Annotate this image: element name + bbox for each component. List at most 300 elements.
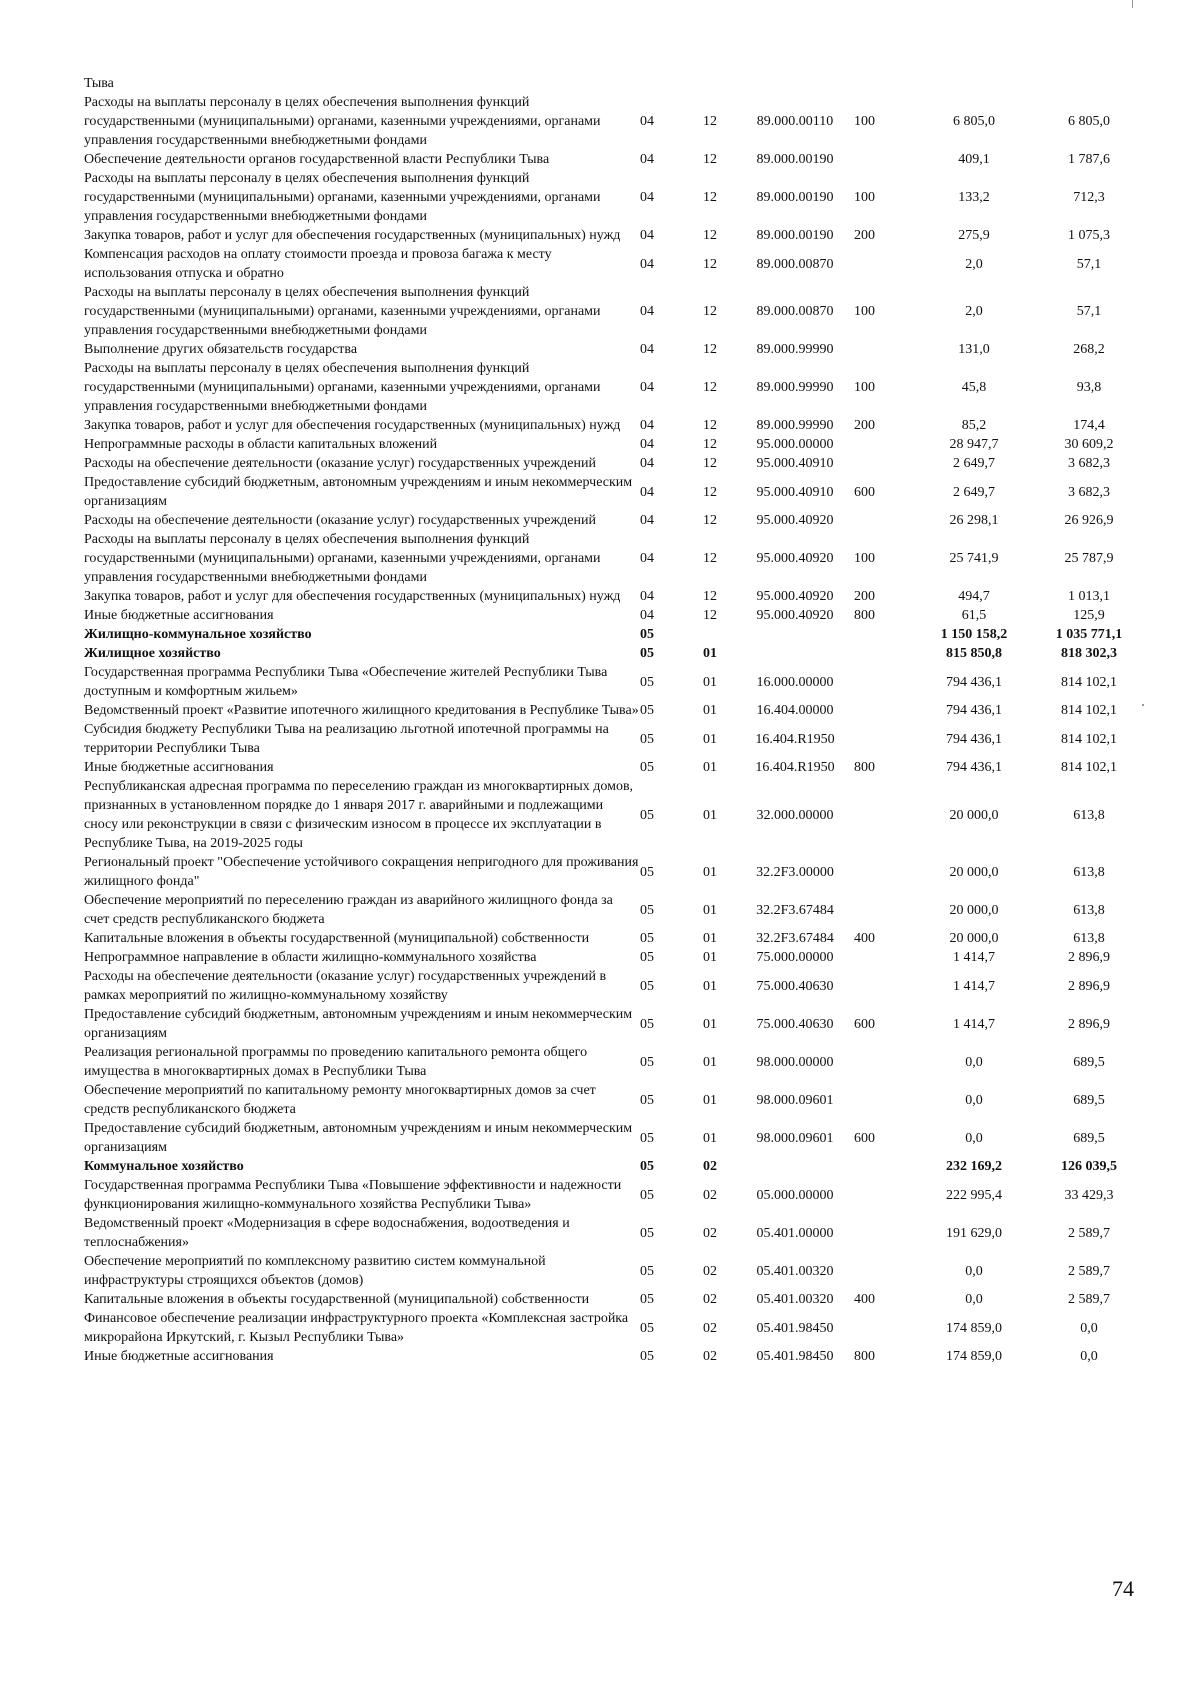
- row-expense-type: [854, 720, 920, 758]
- row-subsection: 12: [703, 256, 717, 272]
- row-name: Закупка товаров, работ и услуг для обеспечения государственных (муниципальных) нужд: [84, 418, 621, 433]
- row-value-1: 0,0: [965, 1263, 983, 1279]
- row-value-2: 2 896,9: [1068, 978, 1110, 994]
- row-target-code: 32.2F3.67484: [756, 931, 834, 946]
- row-value-2: 6 805,0: [1068, 114, 1110, 129]
- row-target-code: 05.401.00000: [756, 1225, 834, 1241]
- row-expense-type: [854, 511, 920, 530]
- row-expense-type: 200: [854, 418, 875, 433]
- row-name: Закупка товаров, работ и услуг для обеспечения государственных (муниципальных) нужд: [84, 589, 621, 604]
- row-target-code: 89.000.99990: [756, 380, 834, 395]
- row-subsection: 02: [703, 1292, 717, 1307]
- row-subsection: 12: [703, 228, 717, 243]
- table-row: [84, 625, 1150, 644]
- row-value-2: 93,8: [1076, 380, 1102, 395]
- row-expense-type: 400: [854, 1292, 875, 1307]
- row-value-1: 2,0: [965, 256, 983, 272]
- row-value-1: 131,0: [958, 342, 990, 357]
- row-expense-type: 800: [854, 608, 875, 623]
- row-value-1: 409,1: [958, 152, 990, 167]
- row-expense-type: 600: [854, 1016, 875, 1032]
- row-section: 04: [640, 551, 654, 566]
- row-section: 04: [640, 484, 654, 500]
- row-value-2: 2 896,9: [1068, 1016, 1110, 1032]
- row-subsection: 12: [703, 437, 717, 452]
- row-value-2: 689,5: [1073, 1130, 1105, 1146]
- row-name: Республиканская адресная программа по переселению граждан из многоквартирных домов, признанных в установленном порядке до 1 января 2017 г. аварийными и подлежащими сносу или реконструкции в связи с физическим износом в процессе их эксплуатации в Республике Тыва, на 2019-2025 годы: [84, 779, 634, 851]
- table-row: [84, 587, 1150, 606]
- row-value-2: 268,2: [1073, 342, 1105, 357]
- row-name: Государственная программа Республики Тыва «Обеспечение жителей Республики Тыва доступным и комфортным жильем»: [84, 665, 608, 699]
- row-section: 05: [640, 1225, 654, 1241]
- table-row: [84, 948, 1150, 967]
- table-row: [84, 454, 1150, 473]
- row-section: 04: [640, 589, 654, 604]
- row-value-1: 85,2: [961, 418, 987, 433]
- row-section: 05: [640, 864, 654, 880]
- row-subsection: 01: [703, 1016, 717, 1032]
- row-target-code: 16.000.00000: [756, 674, 834, 690]
- row-value-2: 689,5: [1073, 1054, 1105, 1070]
- row-expense-type: [854, 663, 920, 701]
- row-value-2: 613,8: [1073, 902, 1105, 918]
- row-target-code: [736, 625, 854, 644]
- row-name: Ведомственный проект «Развитие ипотечного жилищного кредитования в Республике Тыва»: [84, 703, 639, 718]
- row-name: Расходы на выплаты персоналу в целях обеспечения выполнения функций государственными (муниципальными) органами, казенными учреждениями, органами управления государственными внебюджетными фондами: [84, 532, 601, 585]
- row-expense-type: [854, 150, 920, 169]
- row-value-1: 26 298,1: [949, 513, 999, 528]
- row-section: 05: [640, 731, 654, 747]
- row-subsection: 12: [703, 513, 717, 528]
- row-value-2: 613,8: [1073, 864, 1105, 880]
- row-target-code: 89.000.99990: [756, 342, 834, 357]
- row-name: Компенсация расходов на оплату стоимости проезда и провоза багажа к месту использования отпуска и обратно: [84, 247, 552, 281]
- row-expense-type: [854, 1081, 920, 1119]
- row-value-1: 0,0: [965, 1054, 983, 1070]
- table-row: [84, 1290, 1150, 1309]
- table-row: [84, 701, 1150, 720]
- row-value-2: 2 589,7: [1068, 1263, 1110, 1279]
- row-value-2: 25 787,9: [1064, 551, 1114, 566]
- row-expense-type: [854, 435, 920, 454]
- table-row: [84, 435, 1150, 454]
- row-value-1: 222 995,4: [946, 1187, 1002, 1203]
- row-target-code: 32.2F3.67484: [756, 902, 834, 918]
- row-value-2: 814 102,1: [1061, 674, 1117, 690]
- table-row: [84, 473, 1150, 511]
- row-section: 05: [640, 1092, 654, 1108]
- row-subsection: 01: [703, 931, 717, 946]
- table-row: [84, 530, 1150, 587]
- row-section: 04: [640, 228, 654, 243]
- row-value-1: 174 859,0: [946, 1320, 1002, 1336]
- row-expense-type: 800: [854, 1349, 875, 1364]
- row-subsection: 12: [703, 190, 717, 205]
- row-subsection: 02: [703, 1320, 717, 1336]
- row-section: 04: [640, 190, 654, 205]
- row-expense-type: [854, 853, 920, 891]
- row-subsection: 01: [703, 703, 717, 718]
- row-value-1: 2,0: [965, 304, 983, 319]
- row-value-2: 814 102,1: [1061, 703, 1117, 718]
- table-row: [84, 1005, 1150, 1043]
- row-value-2: 57,1: [1076, 256, 1102, 272]
- row-expense-type: 100: [854, 190, 875, 205]
- table-row: [84, 967, 1150, 1005]
- row-value-2: 814 102,1: [1061, 760, 1117, 775]
- row-expense-type: [854, 1043, 920, 1081]
- row-target-code: [736, 74, 854, 93]
- table-row: [84, 93, 1150, 150]
- row-target-code: 89.000.00190: [756, 228, 834, 243]
- row-target-code: 05.000.00000: [756, 1187, 834, 1203]
- row-value-1: 6 805,0: [953, 114, 995, 129]
- row-subsection: [684, 625, 736, 644]
- row-name: Капитальные вложения в объекты государственной (муниципальной) собственности: [84, 931, 590, 946]
- row-name: Региональный проект "Обеспечение устойчивого сокращения непригодного для проживания жилищного фонда": [84, 855, 639, 889]
- row-value-2: 0,0: [1080, 1320, 1098, 1336]
- row-section: 05: [640, 646, 654, 661]
- table-row: [84, 150, 1150, 169]
- row-value-1: 2 649,7: [953, 456, 995, 471]
- row-value-2: 26 926,9: [1064, 513, 1114, 528]
- row-subsection: 02: [703, 1263, 717, 1279]
- row-value-1: 45,8: [961, 380, 987, 395]
- row-name: Расходы на выплаты персоналу в целях обеспечения выполнения функций государственными (муниципальными) органами, казенными учреждениями, органами управления государственными внебюджетными фондами: [84, 285, 601, 338]
- row-name: Закупка товаров, работ и услуг для обеспечения государственных (муниципальных) нужд: [84, 228, 621, 243]
- row-value-2: 712,3: [1073, 190, 1105, 205]
- row-value-1: 25 741,9: [949, 551, 999, 566]
- row-value-1: [920, 74, 1028, 93]
- table-row: [84, 1119, 1150, 1157]
- table-row: [84, 416, 1150, 435]
- row-value-1: 1 414,7: [953, 978, 995, 994]
- row-name: Выполнение других обязательств государства: [84, 342, 358, 357]
- row-expense-type: [854, 777, 920, 853]
- table-row: [84, 644, 1150, 663]
- row-value-1: 20 000,0: [949, 902, 999, 918]
- row-subsection: 01: [703, 646, 717, 661]
- row-target-code: 32.000.00000: [756, 807, 834, 823]
- row-value-2: 818 302,3: [1061, 646, 1117, 661]
- row-value-1: 0,0: [965, 1292, 983, 1307]
- row-subsection: 12: [703, 608, 717, 623]
- row-value-1: 1 414,7: [953, 1016, 995, 1032]
- row-section: 04: [640, 418, 654, 433]
- row-name: Капитальные вложения в объекты государственной (муниципальной) собственности: [84, 1292, 590, 1307]
- row-section: 05: [640, 902, 654, 918]
- row-name: Иные бюджетные ассигнования: [84, 760, 274, 775]
- table-row: [84, 1081, 1150, 1119]
- row-section: 05: [640, 1130, 654, 1146]
- row-subsection: 02: [703, 1225, 717, 1241]
- row-name: Обеспечение мероприятий по капитальному ремонту многоквартирных домов за счет средств республиканского бюджета: [84, 1083, 596, 1117]
- row-expense-type: [854, 340, 920, 359]
- row-value-1: 494,7: [958, 589, 990, 604]
- row-name: Субсидия бюджету Республики Тыва на реализацию льготной ипотечной программы на территории Республики Тыва: [84, 722, 609, 756]
- table-row: [84, 359, 1150, 416]
- row-name: Государственная программа Республики Тыва «Повышение эффективности и надежности функционирования жилищно-коммунального хозяйства Республики Тыва»: [84, 1178, 622, 1212]
- table-row: [84, 1252, 1150, 1290]
- row-expense-type: 100: [854, 551, 875, 566]
- row-subsection: 01: [703, 1054, 717, 1070]
- row-expense-type: 600: [854, 484, 875, 500]
- row-name: Коммунальное хозяйство: [84, 1159, 244, 1174]
- row-target-code: 75.000.40630: [756, 978, 834, 994]
- row-expense-type: [854, 1176, 920, 1214]
- row-value-1: 0,0: [965, 1130, 983, 1146]
- row-expense-type: 100: [854, 114, 875, 129]
- row-subsection: 12: [703, 484, 717, 500]
- row-value-2: 1 075,3: [1068, 228, 1110, 243]
- row-name: Жилищно-коммунальное хозяйство: [84, 627, 312, 642]
- row-value-2: 0,0: [1080, 1349, 1098, 1364]
- table-row: [84, 758, 1150, 777]
- row-name: Предоставление субсидий бюджетным, автономным учреждениям и иным некоммерческим организациям: [84, 1007, 633, 1041]
- row-target-code: 95.000.40920: [756, 608, 834, 623]
- row-target-code: 05.401.98450: [756, 1349, 834, 1364]
- row-value-2: 3 682,3: [1068, 456, 1110, 471]
- row-subsection: 02: [703, 1159, 717, 1174]
- table-row: [84, 169, 1150, 226]
- row-name: Расходы на выплаты персоналу в целях обеспечения выполнения функций государственными (муниципальными) органами, казенными учреждениями, органами управления государственными внебюджетными фондами: [84, 95, 601, 148]
- row-expense-type: 200: [854, 589, 875, 604]
- row-value-2: 3 682,3: [1068, 484, 1110, 500]
- row-subsection: 01: [703, 864, 717, 880]
- row-name: Расходы на обеспечение деятельности (оказание услуг) государственных учреждений: [84, 456, 596, 471]
- row-value-2: 126 039,5: [1061, 1159, 1117, 1174]
- row-subsection: 12: [703, 456, 717, 471]
- row-section: 05: [640, 1263, 654, 1279]
- row-value-1: 28 947,7: [949, 437, 999, 452]
- row-subsection: 02: [703, 1187, 717, 1203]
- row-name: Жилищное хозяйство: [84, 646, 221, 661]
- row-target-code: 89.000.00110: [756, 114, 834, 129]
- row-section: 04: [640, 152, 654, 167]
- row-value-2: 125,9: [1073, 608, 1105, 623]
- row-value-2: 814 102,1: [1061, 731, 1117, 747]
- table-row: [84, 663, 1150, 701]
- row-name: Непрограммные расходы в области капитальных вложений: [84, 437, 438, 452]
- row-target-code: [736, 644, 854, 663]
- table-row: [84, 1043, 1150, 1081]
- row-name: Расходы на обеспечение деятельности (оказание услуг) государственных учреждений в рамках мероприятий по жилищно-коммунальному хозяйству: [84, 969, 607, 1003]
- row-subsection: 01: [703, 978, 717, 994]
- row-value-2: 174,4: [1073, 418, 1105, 433]
- row-name: Обеспечение деятельности органов государственной власти Республики Тыва: [84, 152, 550, 167]
- row-section: 05: [640, 931, 654, 946]
- row-section: 05: [640, 1320, 654, 1336]
- row-section: 05: [640, 1292, 654, 1307]
- row-subsection: 12: [703, 380, 717, 395]
- row-value-1: 794 436,1: [946, 760, 1002, 775]
- row-name: Реализация региональной программы по проведению капитального ремонта общего имущества в многоквартирных домах в Республики Тыва: [84, 1045, 588, 1079]
- row-target-code: 89.000.99990: [756, 418, 834, 433]
- row-value-1: 275,9: [958, 228, 990, 243]
- row-section: 05: [640, 1349, 654, 1364]
- table-row: [84, 1176, 1150, 1214]
- row-name: Финансовое обеспечение реализации инфраструктурного проекта «Комплексная застройка микрорайона Иркутский, г. Кызыл Республики Тыва»: [84, 1311, 629, 1345]
- row-value-1: 20 000,0: [949, 864, 999, 880]
- row-target-code: 98.000.09601: [756, 1092, 834, 1108]
- row-value-2: 613,8: [1073, 931, 1105, 946]
- row-expense-type: [854, 1252, 920, 1290]
- budget-table: [84, 74, 1150, 1366]
- row-expense-type: [854, 701, 920, 720]
- row-expense-type: 100: [854, 304, 875, 319]
- row-expense-type: [854, 1157, 920, 1176]
- row-name: Расходы на выплаты персоналу в целях обеспечения выполнения функций государственными (муниципальными) органами, казенными учреждениями, органами управления государственными внебюджетными фондами: [84, 171, 601, 224]
- row-expense-type: [854, 644, 920, 663]
- row-section: 04: [640, 380, 654, 395]
- row-value-2: 30 609,2: [1064, 437, 1114, 452]
- table-row: [84, 777, 1150, 853]
- row-subsection: 01: [703, 1130, 717, 1146]
- row-expense-type: [854, 967, 920, 1005]
- row-target-code: 95.000.40910: [756, 484, 834, 500]
- table-row: [84, 891, 1150, 929]
- row-section: 05: [640, 1159, 654, 1174]
- row-value-2: 689,5: [1073, 1092, 1105, 1108]
- table-row: [84, 74, 1150, 93]
- row-section: 05: [640, 674, 654, 690]
- scan-mark: [1132, 0, 1133, 8]
- row-value-2: 613,8: [1073, 807, 1105, 823]
- row-value-1: 794 436,1: [946, 674, 1002, 690]
- row-section: 05: [640, 1054, 654, 1070]
- row-name: Иные бюджетные ассигнования: [84, 1349, 274, 1364]
- row-value-1: 191 629,0: [946, 1225, 1002, 1241]
- row-subsection: 01: [703, 1092, 717, 1108]
- row-target-code: 95.000.40910: [756, 456, 834, 471]
- budget-table-body: [84, 74, 1150, 1366]
- row-target-code: 16.404.R1950: [755, 760, 835, 775]
- row-section: 04: [640, 114, 654, 129]
- table-row: [84, 606, 1150, 625]
- row-expense-type: [854, 245, 920, 283]
- row-value-1: 1 150 158,2: [940, 627, 1008, 642]
- row-value-2: 2 589,7: [1068, 1225, 1110, 1241]
- row-section: 05: [640, 950, 654, 965]
- row-value-2: 1 035 771,1: [1055, 627, 1123, 642]
- row-subsection: 12: [703, 551, 717, 566]
- row-target-code: 95.000.40920: [756, 551, 834, 566]
- row-subsection: 02: [703, 1349, 717, 1364]
- row-section: 05: [640, 978, 654, 994]
- row-value-1: 174 859,0: [946, 1349, 1002, 1364]
- row-value-1: 1 414,7: [953, 950, 995, 965]
- row-target-code: 05.401.00320: [756, 1263, 834, 1279]
- table-row: [84, 1309, 1150, 1347]
- row-section: 04: [640, 342, 654, 357]
- row-name: Предоставление субсидий бюджетным, автономным учреждениям и иным некоммерческим организациям: [84, 475, 633, 509]
- row-subsection: 12: [703, 342, 717, 357]
- row-value-2: [1028, 74, 1150, 93]
- row-section: 04: [640, 608, 654, 623]
- row-value-1: 794 436,1: [946, 703, 1002, 718]
- row-value-1: 794 436,1: [946, 731, 1002, 747]
- row-section: 05: [640, 703, 654, 718]
- row-target-code: 95.000.40920: [756, 589, 834, 604]
- row-target-code: 95.000.40920: [756, 513, 834, 528]
- row-expense-type: 400: [854, 931, 875, 946]
- row-target-code: 16.404.00000: [756, 703, 834, 718]
- row-value-1: 232 169,2: [946, 1159, 1002, 1174]
- row-value-2: 2 589,7: [1068, 1292, 1110, 1307]
- row-section: 04: [640, 304, 654, 319]
- row-value-1: 815 850,8: [946, 646, 1002, 661]
- row-expense-type: 600: [854, 1130, 875, 1146]
- row-value-1: 20 000,0: [949, 931, 999, 946]
- row-target-code: [736, 1157, 854, 1176]
- row-section: 05: [640, 1187, 654, 1203]
- row-section: 05: [640, 760, 654, 775]
- row-section: 04: [640, 256, 654, 272]
- table-row: [84, 283, 1150, 340]
- row-target-code: 89.000.00870: [756, 256, 834, 272]
- row-target-code: 75.000.00000: [756, 950, 834, 965]
- row-section: [640, 74, 684, 93]
- row-expense-type: [854, 1309, 920, 1347]
- table-row: [84, 720, 1150, 758]
- table-row: [84, 853, 1150, 891]
- table-row: [84, 340, 1150, 359]
- row-value-1: 133,2: [958, 190, 990, 205]
- row-name: Предоставление субсидий бюджетным, автономным учреждениям и иным некоммерческим организациям: [84, 1121, 633, 1155]
- row-subsection: 01: [703, 674, 717, 690]
- row-subsection: 12: [703, 152, 717, 167]
- row-subsection: 01: [703, 760, 717, 775]
- row-target-code: 98.000.00000: [756, 1054, 834, 1070]
- row-subsection: [684, 74, 736, 93]
- row-value-2: 33 429,3: [1064, 1187, 1114, 1203]
- row-target-code: 95.000.00000: [756, 437, 834, 452]
- row-value-1: 2 649,7: [953, 484, 995, 500]
- row-subsection: 01: [703, 807, 717, 823]
- row-section: 05: [640, 807, 654, 823]
- row-subsection: 01: [703, 731, 717, 747]
- table-row: [84, 511, 1150, 530]
- row-expense-type: [854, 625, 920, 644]
- row-value-2: 1 013,1: [1068, 589, 1110, 604]
- row-subsection: 12: [703, 304, 717, 319]
- page-number: 74: [1112, 1576, 1134, 1601]
- row-expense-type: [854, 454, 920, 473]
- row-target-code: 75.000.40630: [756, 1016, 834, 1032]
- row-section: 05: [640, 1016, 654, 1032]
- row-name: Тыва: [84, 76, 114, 91]
- row-target-code: 89.000.00870: [756, 304, 834, 319]
- row-value-1: 0,0: [965, 1092, 983, 1108]
- row-name: Расходы на выплаты персоналу в целях обеспечения выполнения функций государственными (муниципальными) органами, казенными учреждениями, органами управления государственными внебюджетными фондами: [84, 361, 601, 414]
- row-expense-type: 200: [854, 228, 875, 243]
- row-target-code: 16.404.R1950: [755, 731, 835, 747]
- row-name: Обеспечение мероприятий по комплексному развитию систем коммунальной инфраструктуры строящихся объектов (домов): [84, 1254, 546, 1288]
- row-value-1: 61,5: [961, 608, 987, 623]
- table-row: [84, 245, 1150, 283]
- row-name: Иные бюджетные ассигнования: [84, 608, 274, 623]
- row-target-code: 32.2F3.00000: [756, 864, 834, 880]
- row-target-code: 05.401.98450: [756, 1320, 834, 1336]
- row-value-1: 20 000,0: [949, 807, 999, 823]
- row-value-2: 1 787,6: [1068, 152, 1110, 167]
- row-subsection: 01: [703, 902, 717, 918]
- row-name: Обеспечение мероприятий по переселению граждан из аварийного жилищного фонда за счет средств республиканского бюджета: [84, 893, 613, 927]
- row-value-2: 2 896,9: [1068, 950, 1110, 965]
- table-row: [84, 929, 1150, 948]
- table-row: [84, 1157, 1150, 1176]
- row-section: 04: [640, 456, 654, 471]
